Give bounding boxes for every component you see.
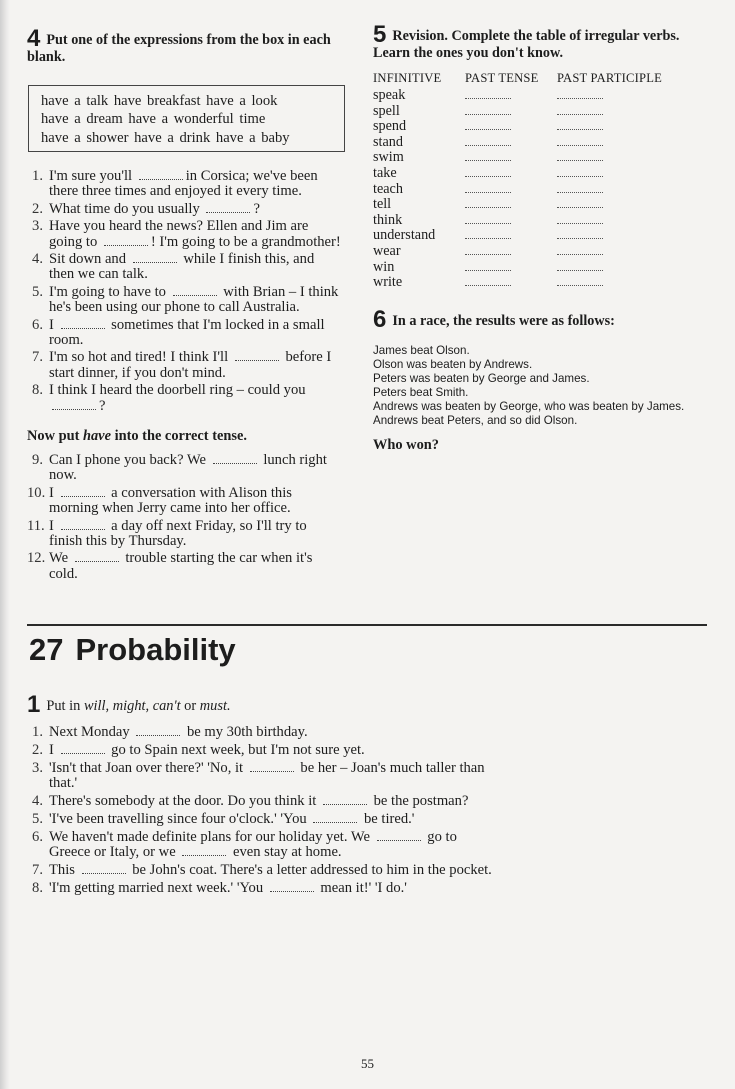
subheading-emphasis: have: [82, 427, 111, 444]
verb-infinitive: write: [373, 274, 403, 291]
verb-row: [373, 260, 662, 276]
question-number: 6.: [32, 828, 43, 845]
answer-blank[interactable]: [323, 794, 367, 805]
question-text: be my 30th birthday.: [183, 724, 308, 740]
verb-infinitive: think: [373, 211, 403, 228]
show-through-decoration: ⠀: [470, 4, 490, 34]
unit-divider: [27, 624, 707, 626]
question-text: be John's coat. There's a letter addressed to him in the pocket.: [128, 861, 492, 878]
answer-blank[interactable]: [61, 486, 105, 497]
question-text: before I start dinner, if you don't mind.: [49, 349, 332, 381]
verb-row: [373, 182, 662, 198]
question-number: 3.: [32, 759, 43, 776]
verb-row: [373, 166, 662, 182]
answer-blank[interactable]: [52, 399, 96, 410]
question-item: [27, 551, 342, 582]
race-line: James beat Olson.: [373, 343, 470, 357]
answer-blank[interactable]: [61, 743, 105, 754]
exercise-instruction: Revision. Complete the table of irregular verbs. Learn the ones you don't know.: [373, 28, 680, 61]
verb-infinitive: speak: [373, 87, 406, 103]
question-item: [27, 863, 497, 879]
subheading-text: Now put: [27, 427, 83, 444]
answer-blank[interactable]: [377, 830, 421, 841]
answer-blank[interactable]: [61, 318, 105, 329]
unit-number: 27: [29, 632, 64, 667]
expression-box: [28, 85, 345, 152]
question-item: [27, 812, 497, 828]
past-tense-blank[interactable]: [465, 261, 511, 271]
answer-blank[interactable]: [173, 285, 217, 296]
question-text: with Brian – I think he's been using our phone to call Australia.: [49, 283, 339, 316]
question-item: [27, 169, 342, 200]
past-participle-blank[interactable]: [557, 214, 603, 224]
question-text: be tired.': [360, 810, 415, 827]
race-line: Peters beat Smith.: [373, 385, 469, 399]
question-number: 2.: [32, 200, 43, 217]
question-item: [27, 486, 342, 517]
answer-blank[interactable]: [250, 761, 294, 772]
question-text: ?: [253, 200, 260, 217]
past-participle-blank[interactable]: [557, 167, 603, 177]
past-tense-blank[interactable]: [465, 151, 511, 161]
race-line: Olson was beaten by Andrews.: [373, 357, 533, 371]
answer-blank[interactable]: [75, 551, 119, 562]
question-text: We: [49, 550, 72, 567]
past-tense-blank[interactable]: [465, 214, 511, 224]
question-item: [27, 519, 342, 550]
question-item: [27, 252, 342, 283]
question-item: [27, 350, 342, 381]
question-text: lunch right now.: [49, 451, 327, 484]
question-item: [27, 202, 342, 217]
question-number: 5.: [32, 810, 43, 827]
exercise-instruction: In a race, the results were as follows:: [392, 312, 615, 329]
question-item: [27, 725, 497, 741]
column-header: INFINITIVE: [373, 71, 442, 85]
question-text: Next Monday: [49, 724, 134, 740]
question-text: There's somebody at the door. Do you think it: [49, 792, 320, 809]
answer-blank[interactable]: [82, 863, 126, 874]
question-list: [27, 169, 342, 414]
question-number: 4.: [32, 250, 43, 267]
past-participle-blank[interactable]: [557, 105, 603, 115]
question-text: 'I've been travelling since four o'clock.' 'You: [49, 810, 311, 827]
question-item: [27, 743, 497, 759]
verb-infinitive: understand: [373, 227, 436, 244]
question-number: 1.: [32, 167, 43, 184]
question-text: Sit down and: [49, 250, 130, 267]
past-tense-blank[interactable]: [465, 120, 511, 130]
past-tense-blank[interactable]: [465, 89, 511, 99]
box-line: have a talk have breakfast have a look: [41, 93, 278, 109]
question-item: [27, 881, 497, 897]
past-participle-blank[interactable]: [557, 136, 603, 146]
question-text: I: [49, 316, 58, 333]
exercise-1-heading: [27, 691, 497, 718]
answer-blank[interactable]: [182, 845, 226, 856]
question-list: [27, 453, 342, 582]
question-number: 11.: [27, 517, 45, 534]
exercise-instruction: Put one of the expressions from the box in each blank.: [27, 32, 331, 65]
question-text: be the postman?: [369, 792, 469, 809]
question-item: [27, 453, 342, 484]
race-line: Andrews was beaten by George, who was beaten by James.: [373, 399, 685, 413]
instruction-text: or: [180, 698, 200, 714]
question-text: I: [49, 741, 58, 758]
exercise-5: [373, 21, 708, 454]
question-text: ?: [99, 397, 106, 414]
verb-row: [373, 244, 662, 260]
verb-row: [373, 275, 662, 291]
page-number: 55: [361, 1056, 374, 1071]
question-text: mean it!' 'I do.': [316, 879, 407, 896]
exercise-number: 1: [27, 691, 41, 718]
answer-blank[interactable]: [61, 519, 105, 530]
box-line: have a shower have a drink have a baby: [41, 129, 290, 146]
exercise-6-heading: [373, 305, 708, 333]
past-participle-blank[interactable]: [557, 183, 603, 193]
question-text: even stay at home.: [229, 844, 342, 861]
question-text: 'I'm getting married next week.' 'You: [49, 879, 267, 896]
instruction-emphasis: will, might, can't: [83, 698, 181, 714]
question-text: We haven't made definite plans for our holiday yet. We: [49, 828, 374, 845]
question-item: [27, 219, 342, 250]
verb-infinitive: take: [373, 164, 397, 181]
verb-row: [373, 150, 662, 166]
answer-blank[interactable]: [104, 235, 148, 246]
race-results: [373, 344, 708, 428]
past-participle-blank[interactable]: [557, 276, 603, 286]
question-text: I'm so hot and tired! I think I'll: [49, 349, 232, 366]
question-text: in Corsica; we've been there three times and enjoyed it every time.: [49, 167, 318, 200]
question-text: a conversation with Alison this morning when Jerry came into her office.: [49, 484, 292, 517]
past-tense-blank[interactable]: [465, 136, 511, 146]
past-tense-blank[interactable]: [465, 229, 511, 239]
past-tense-blank[interactable]: [465, 183, 511, 193]
question-text: ! I'm going to be a grandmother!: [150, 233, 341, 250]
past-participle-blank[interactable]: [557, 151, 603, 161]
question-text: sometimes that I'm locked in a small room.: [49, 316, 325, 348]
question-text: I: [49, 517, 58, 534]
question-number: 7.: [32, 349, 43, 366]
past-tense-blank[interactable]: [465, 167, 511, 177]
verb-row: [373, 88, 662, 104]
page-gutter-shadow: [0, 0, 10, 1089]
question-item: [27, 830, 497, 861]
verb-infinitive: win: [373, 258, 395, 275]
unit-title: [29, 632, 236, 668]
question-item: [27, 285, 342, 316]
answer-blank[interactable]: [213, 453, 257, 464]
verb-infinitive: tell: [373, 196, 392, 213]
instruction-emphasis: must.: [199, 698, 231, 714]
exercise-number: 4: [27, 25, 41, 52]
question-text: Have you heard the news? Ellen and Jim are going to: [49, 218, 309, 250]
answer-blank[interactable]: [133, 252, 177, 263]
past-tense-blank[interactable]: [465, 198, 511, 208]
question-item: [27, 318, 342, 349]
verb-row: [373, 119, 662, 135]
verb-infinitive: spend: [373, 118, 407, 135]
past-participle-blank[interactable]: [557, 89, 603, 99]
question-text: while I finish this, and then we can talk.: [49, 250, 315, 283]
verb-row: [373, 197, 662, 213]
verb-table: [373, 71, 662, 291]
question-text: go to Greece or Italy, or we: [49, 828, 457, 861]
race-line: Andrews beat Peters, and so did Olson.: [373, 413, 578, 427]
question-text: be her – Joan's much taller than that.': [49, 759, 485, 792]
question-item: [27, 794, 497, 810]
question-number: 8.: [32, 382, 43, 399]
box-line: have a dream have a wonderful time: [41, 111, 266, 128]
past-participle-blank[interactable]: [557, 261, 603, 271]
question-number: 5.: [32, 283, 43, 300]
verb-row: [373, 213, 662, 229]
past-participle-blank[interactable]: [557, 198, 603, 208]
question-list: [27, 725, 497, 896]
question-number: 8.: [32, 879, 43, 896]
question-text: I: [49, 484, 58, 501]
past-participle-blank[interactable]: [557, 120, 603, 130]
verb-row: [373, 228, 662, 244]
verb-row: [373, 104, 662, 120]
answer-blank[interactable]: [235, 350, 279, 361]
race-line: Peters was beaten by George and James.: [373, 371, 590, 385]
column-header: PAST TENSE: [465, 71, 539, 85]
question-text: go to Spain next week, but I'm not sure yet.: [107, 741, 365, 758]
verb-row: [373, 135, 662, 151]
answer-blank[interactable]: [270, 881, 314, 892]
question-number: 1.: [32, 724, 43, 740]
verb-infinitive: wear: [373, 242, 401, 259]
subheading: [27, 428, 342, 445]
question-number: 9.: [32, 451, 43, 468]
exercise-number: 5: [373, 21, 387, 48]
exercise-1: [27, 691, 497, 898]
question-number: 7.: [32, 861, 43, 878]
question-number: 10.: [27, 484, 46, 501]
question-number: 3.: [32, 218, 43, 235]
column-header: PAST PARTICIPLE: [557, 71, 663, 85]
answer-blank[interactable]: [136, 725, 180, 736]
question-text: I think I heard the doorbell ring – could you: [49, 382, 306, 399]
past-tense-blank[interactable]: [465, 276, 511, 286]
question-item: [27, 761, 497, 792]
verb-infinitive: stand: [373, 133, 403, 150]
verb-infinitive: spell: [373, 102, 400, 119]
exercise-4: [27, 25, 342, 584]
question-text: a day off next Friday, so I'll try to finish this by Thursday.: [49, 517, 307, 550]
question-text: This: [49, 861, 79, 878]
question-text: 'Isn't that Joan over there?' 'No, it: [49, 759, 247, 776]
past-participle-blank[interactable]: [557, 229, 603, 239]
verb-infinitive: swim: [373, 149, 404, 166]
question-number: 4.: [32, 792, 43, 809]
past-tense-blank[interactable]: [465, 105, 511, 115]
question-text: I'm sure you'll: [49, 167, 136, 184]
unit-name: Probability: [75, 632, 236, 667]
question-number: 2.: [32, 741, 43, 758]
answer-blank[interactable]: [206, 202, 250, 213]
question-text: What time do you usually: [49, 200, 204, 217]
subheading-text: into the correct tense.: [110, 427, 247, 444]
verb-infinitive: teach: [373, 180, 403, 197]
question-text: trouble starting the car when it's cold.: [49, 550, 313, 582]
race-question: Who won?: [373, 436, 439, 453]
instruction-text: Put in: [46, 698, 84, 714]
question-item: [27, 383, 342, 414]
answer-blank[interactable]: [139, 169, 183, 180]
question-text: Can I phone you back? We: [49, 451, 210, 468]
exercise-number: 6: [373, 305, 387, 333]
past-participle-blank[interactable]: [557, 245, 603, 255]
exercise-5-heading: [373, 21, 708, 62]
answer-blank[interactable]: [313, 812, 357, 823]
question-text: I'm going to have to: [49, 283, 170, 300]
exercise-4-heading: [27, 25, 342, 66]
past-tense-blank[interactable]: [465, 245, 511, 255]
question-number: 12.: [27, 550, 46, 567]
question-number: 6.: [32, 316, 43, 333]
